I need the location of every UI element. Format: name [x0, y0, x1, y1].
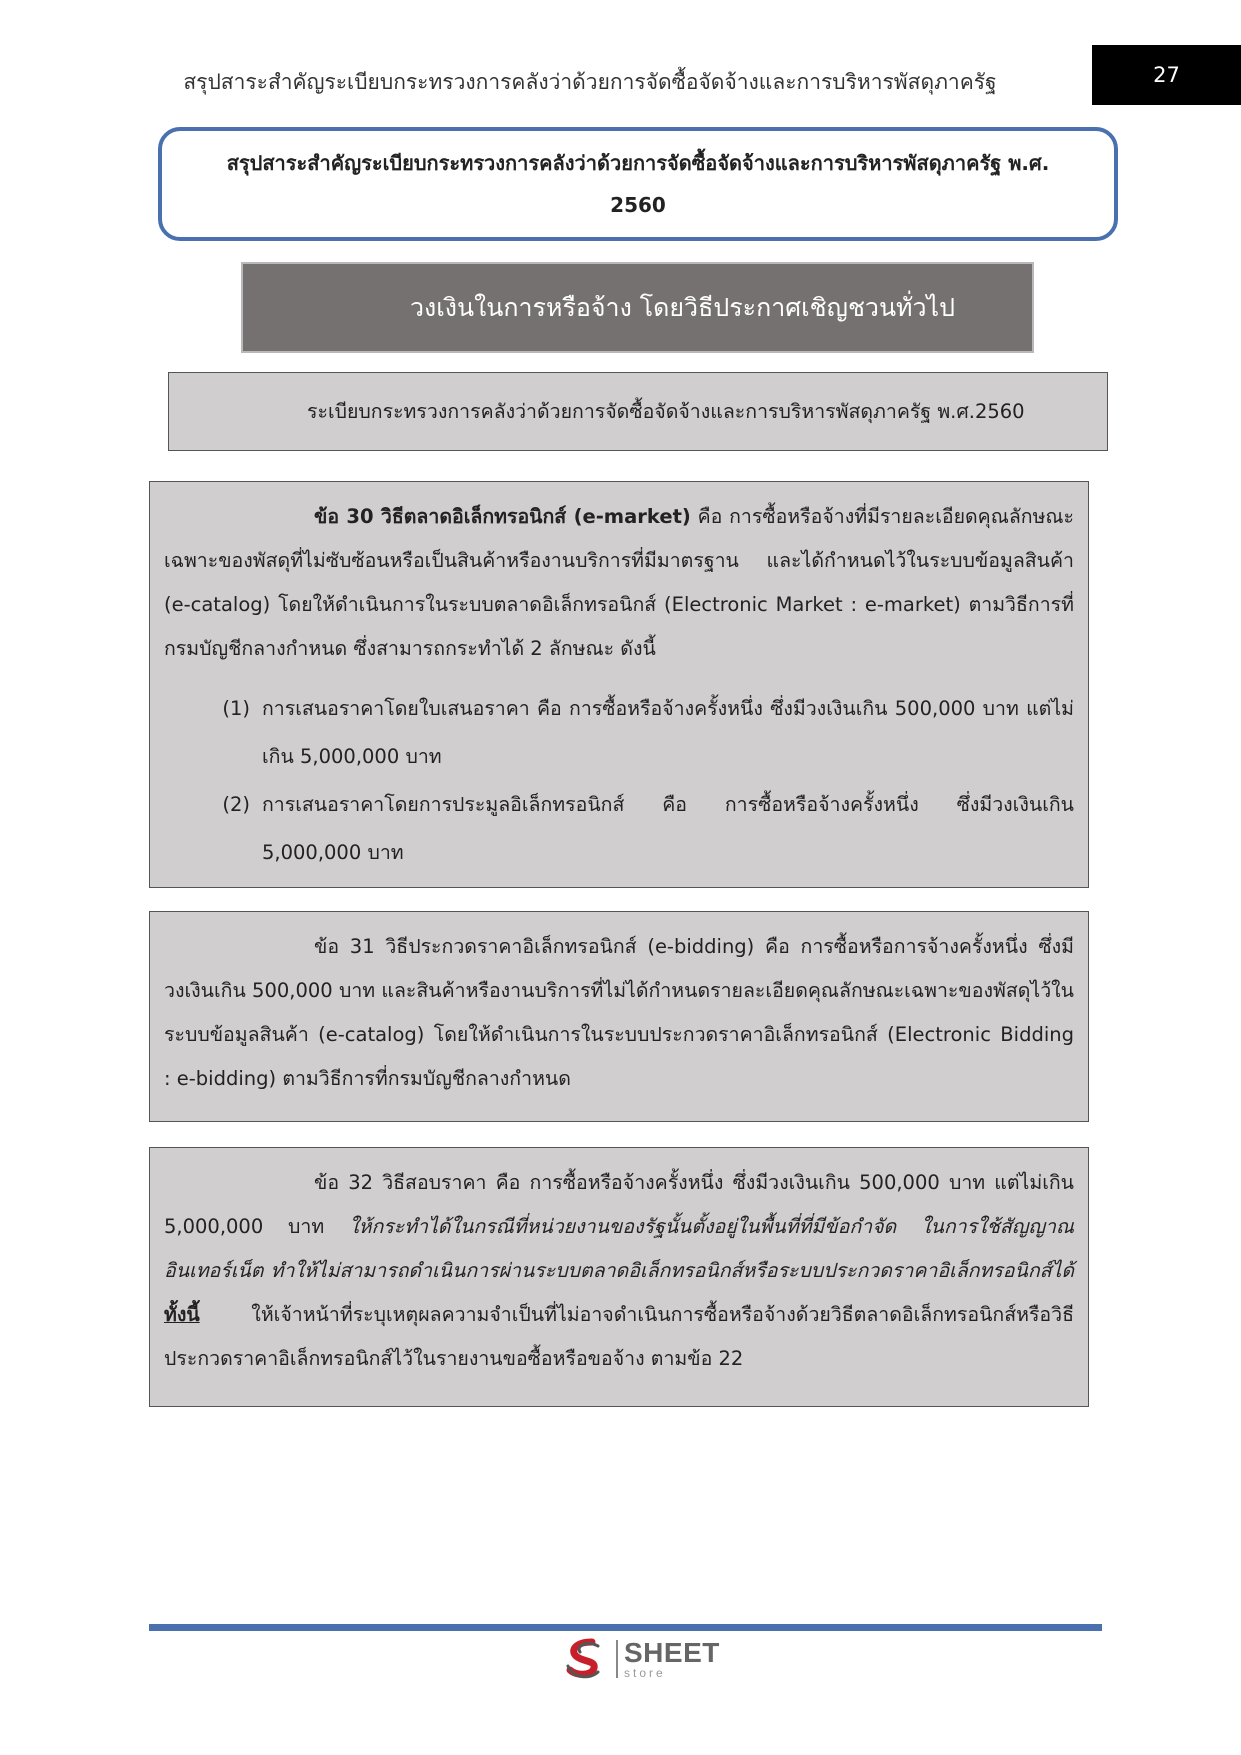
list-item: [164, 685, 1074, 781]
section-32-emphasis: ทั้งนี้: [164, 1303, 200, 1326]
page-number: 27: [1153, 63, 1180, 87]
list-item-text: การเสนอราคาโดยการประมูลอิเล็กทรอนิกส์ คือ การซื้อหรือจ้างครั้งหนึ่ง ซึ่งมีวงเงินเกิน 5,000,000 บาท: [262, 793, 1074, 864]
section-30-body: คือ การซื้อหรือจ้างที่มีรายละเอียดคุณลักษณะเฉพาะของพัสดุที่ไม่ซับซ้อนหรือเป็นสินค้าหรืองานบริการที่มีมาตรฐาน และได้กำหนดไว้ในระบบข้อมูลสินค้า (e-catalog) โดยให้ดำเนินการในระบบตลาดอิเล็กทรอนิกส์ (Electronic Market : e-market) ตามวิธีการที่กรมบัญชีกลางกำหนด ซึ่งสามารถกระทำได้ 2 ลักษณะ ดังนี้: [164, 505, 1074, 660]
footer-logo: [562, 1636, 720, 1682]
section-32-part1: ข้อ 32 วิธีสอบราคา คือ การซื้อหรือจ้างครั้งหนึ่ง ซึ่งมีวงเงินเกิน 500,000 บาท แต่ไม่เกิน 5,000,000 บาท: [164, 1171, 1074, 1238]
section-banner: [241, 262, 1034, 353]
logo-store: store: [624, 1666, 666, 1680]
sheet-store-logo-icon: [562, 1636, 610, 1682]
section-30: [149, 481, 1089, 888]
document-title-line1: สรุปสาระสำคัญระเบียบกระทรวงการคลังว่าด้วยการจัดซื้อจัดจ้างและการบริหารพัสดุภาครัฐ พ.ศ.: [226, 151, 1050, 175]
logo-text: [624, 1639, 720, 1679]
section-32-part2: ให้เจ้าหน้าที่ระบุเหตุผลความจำเป็นที่ไม่อาจดำเนินการซื้อหรือจ้างด้วยวิธีตลาดอิเล็กทรอนิกส์หรือวิธีประกวดราคาอิเล็กทรอนิกส์ไว้ในรายงานขอซื้อหรือขอจ้าง ตามข้อ 22: [164, 1303, 1074, 1370]
section-30-list: [164, 685, 1074, 877]
section-banner-text: วงเงินในการหรือจ้าง โดยวิธีประกาศเชิญชวนทั่วไป: [410, 292, 955, 322]
page-number-box: [1092, 45, 1241, 105]
section-32-paragraph: [164, 1161, 1074, 1381]
list-item-number: (2): [222, 793, 250, 816]
regulation-text: ระเบียบกระทรวงการคลังว่าด้วยการจัดซื้อจัดจ้างและการบริหารพัสดุภาครัฐ พ.ศ.2560: [307, 400, 1025, 423]
section-31: [149, 911, 1089, 1122]
section-30-heading: ข้อ 30 วิธีตลาดอิเล็กทรอนิกส์ (e-market): [314, 505, 691, 528]
document-title-box: [158, 127, 1118, 241]
list-item: [164, 781, 1074, 877]
footer-line: [149, 1624, 1102, 1631]
list-item-number: (1): [222, 697, 250, 720]
header-title: สรุปสาระสำคัญระเบียบกระทรวงการคลังว่าด้วยการจัดซื้อจัดจ้างและการบริหารพัสดุภาครัฐ: [183, 70, 997, 94]
document-title: [188, 142, 1088, 226]
document-title-line2: 2560: [610, 193, 666, 217]
section-31-paragraph: ข้อ 31 วิธีประกวดราคาอิเล็กทรอนิกส์ (e-bidding) คือ การซื้อหรือการจ้างครั้งหนึ่ง ซึ่งมีวงเงินเกิน 500,000 บาท และสินค้าหรืองานบริการที่ไม่ได้กำหนดรายละเอียดคุณลักษณะเฉพาะของพัสดุไว้ในระบบข้อมูลสินค้า (e-catalog) โดยให้ดำเนินการในระบบประกวดราคาอิเล็กทรอนิกส์ (Electronic Bidding : e-bidding) ตามวิธีการที่กรมบัญชีกลางกำหนด: [164, 935, 1074, 1090]
logo-divider: [616, 1640, 618, 1678]
section-32-italic: ให้กระทำได้ในกรณีที่หน่วยงานของรัฐนั้นตั้งอยู่ในพื้นที่ที่มีข้อกำจัด ในการใช้สัญญาณอินเทอร์เน็ต ทำให้ไม่สามารถดำเนินการผ่านระบบตลาดอิเล็กทรอนิกส์หรือระบบประกวดราคาอิเล็กทรอนิกส์ได้: [164, 1215, 1074, 1282]
regulation-box: [168, 372, 1108, 451]
section-30-paragraph: [164, 495, 1074, 671]
list-item-text: การเสนอราคาโดยใบเสนอราคา คือ การซื้อหรือจ้างครั้งหนึ่ง ซึ่งมีวงเงินเกิน 500,000 บาท แต่ไม่เกิน 5,000,000 บาท: [262, 697, 1074, 768]
logo-sheet: SHEET: [624, 1637, 720, 1668]
section-32: [149, 1147, 1089, 1407]
